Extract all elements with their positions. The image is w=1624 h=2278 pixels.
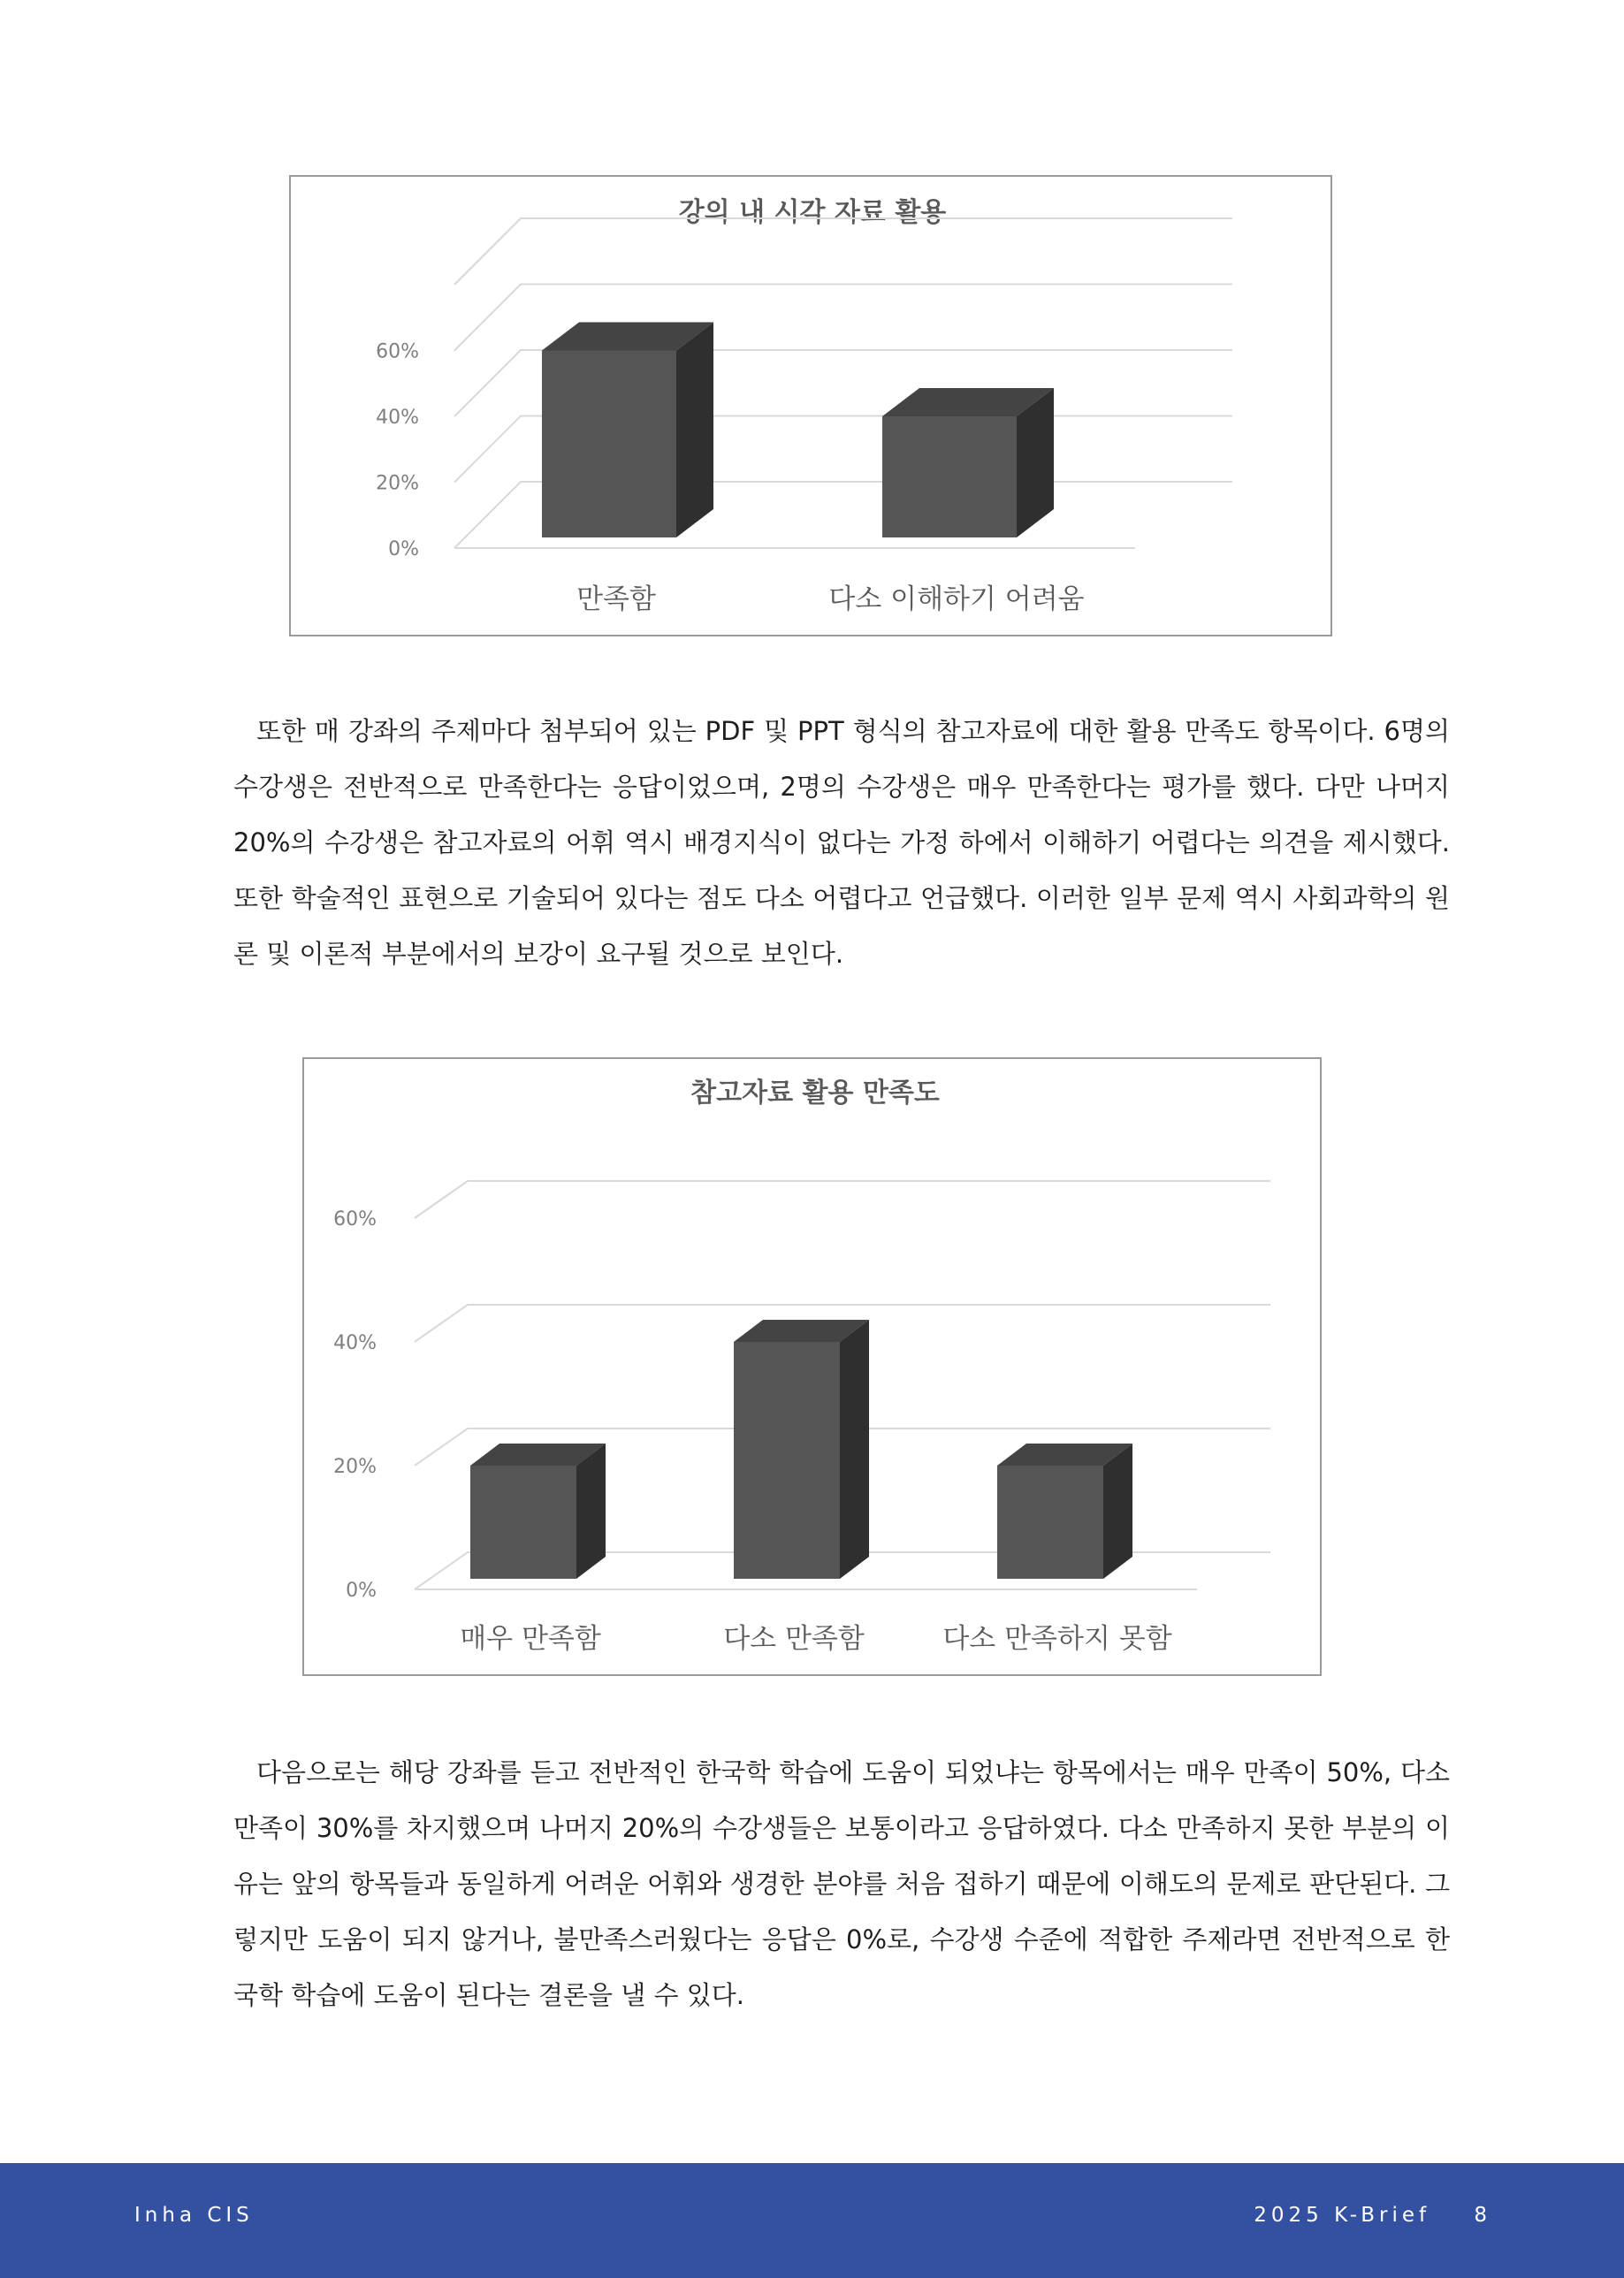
chart-visual-aids bbox=[289, 175, 1332, 636]
category-label: 다소 이해하기 어려움 bbox=[828, 583, 1085, 615]
bar-front bbox=[997, 1466, 1103, 1579]
bar bbox=[882, 388, 1054, 537]
chart-reference-satisfaction-svg bbox=[304, 1059, 1320, 1674]
y-tick-label: 20% bbox=[376, 472, 419, 495]
gridline bbox=[454, 218, 1232, 285]
bar-front bbox=[882, 416, 1017, 537]
category-label: 다소 만족함 bbox=[723, 1623, 865, 1655]
bar-front bbox=[734, 1342, 840, 1579]
gridline bbox=[415, 1181, 1270, 1218]
footer-org-name: Inha CIS bbox=[134, 2204, 254, 2227]
y-tick-label: 60% bbox=[333, 1208, 377, 1230]
footer-issue-page: 2025 K-Brief 8 bbox=[1254, 2204, 1491, 2227]
bar-front bbox=[470, 1466, 576, 1579]
bar bbox=[542, 323, 713, 538]
chart-title: 강의 내 시각 자료 활용 bbox=[678, 197, 947, 228]
y-tick-label: 60% bbox=[376, 340, 419, 363]
bar bbox=[470, 1444, 606, 1579]
y-tick-label: 0% bbox=[346, 1580, 377, 1602]
bar bbox=[997, 1444, 1132, 1579]
gridline bbox=[415, 1181, 1270, 1218]
bar bbox=[734, 1320, 869, 1579]
chart-title: 참고자료 활용 만족도 bbox=[690, 1078, 940, 1109]
chart-reference-satisfaction bbox=[302, 1057, 1322, 1676]
paragraph-reference-materials: 또한 매 강좌의 주제마다 첨부되어 있는 PDF 및 PPT 형식의 참고자료에 대한 활용 만족도 항목이다. 6명의 수강생은 전반적으로 만족한다는 응답이었으며, 2명의 수강생은 매우 만족한다는 평가를 했다. 다만 나머지 20%의 수강생은 참고자료의 어휘 역시 배경지식이 없다는 가정 하에서 이해하기 어렵다는 의견을 제시했다. 또한 학술적인 표현으로 기술되어 있다는 점도 다소 어렵다고 언급했다. 이러한 일부 문제 역시 사회과학의 원론 및 이론적 부분에서의 보강이 요구될 것으로 보인다. bbox=[233, 716, 1450, 969]
y-tick-label: 20% bbox=[333, 1456, 377, 1478]
y-tick-label: 40% bbox=[376, 407, 419, 429]
category-label: 만족함 bbox=[576, 583, 656, 615]
paragraph-korean-studies-help: 다음으로는 해당 강좌를 듣고 전반적인 한국학 학습에 도움이 되었냐는 항목에서는 매우 만족이 50%, 다소 만족이 30%를 차지했으며 나머지 20%의 수강생들은 보통이라고 응답하였다. 다소 만족하지 못한 부분의 이유는 앞의 항목들과 동일하게 어려운 어휘와 생경한 분야를 처음 접하기 때문에 이해도의 문제로 판단된다. 그렇지만 도움이 되지 않거나, 불만족스러웠다는 응답은 0%로, 수강생 수준에 적합한 주제라면 전반적으로 한국학 학습에 도움이 된다는 결론을 낼 수 있다. bbox=[233, 1757, 1450, 2010]
bar-front bbox=[542, 351, 676, 538]
bar-side bbox=[1103, 1444, 1132, 1579]
bar-side bbox=[676, 323, 713, 538]
bar-side bbox=[840, 1320, 869, 1579]
category-label: 매우 만족함 bbox=[460, 1623, 601, 1655]
chart-visual-aids-svg bbox=[291, 177, 1330, 635]
y-tick-label: 40% bbox=[333, 1332, 377, 1354]
bar-side bbox=[576, 1444, 606, 1579]
page-footer bbox=[0, 2163, 1624, 2278]
category-label: 다소 만족하지 못함 bbox=[942, 1623, 1172, 1655]
y-tick-label: 0% bbox=[388, 538, 419, 560]
